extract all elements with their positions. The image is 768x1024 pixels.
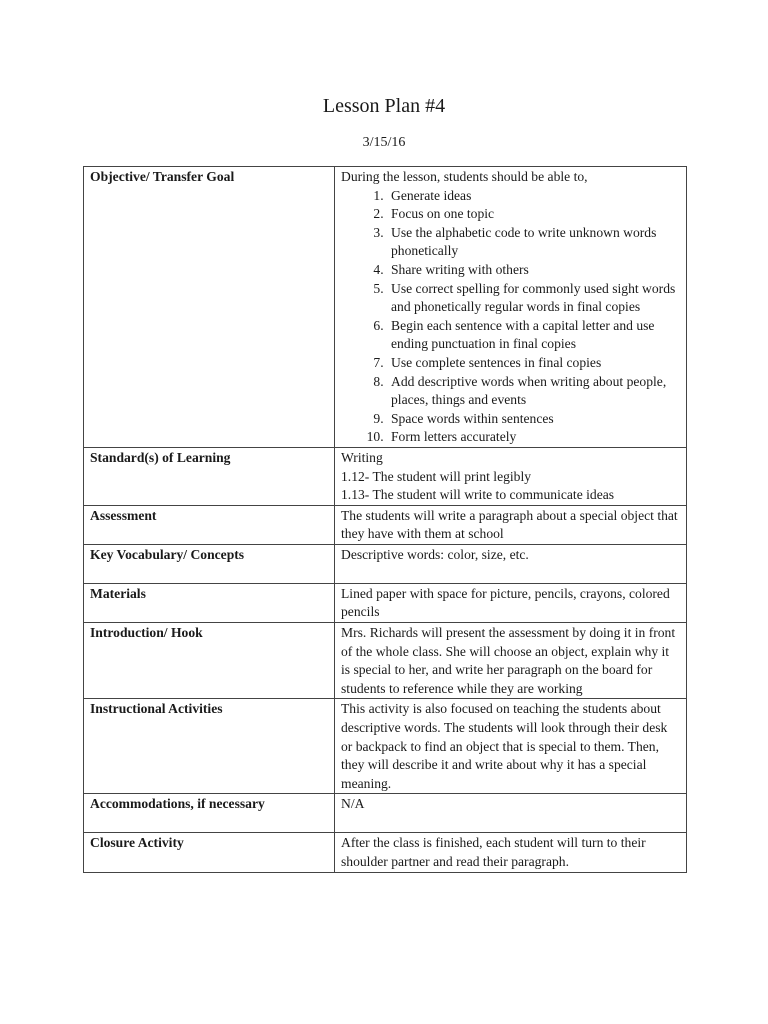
list-item: 7. Use complete sentences in final copies (387, 354, 680, 373)
table-row-introduction (84, 623, 687, 699)
standards-line: 1.13- The student will write to communicate ideas (341, 487, 615, 503)
row-value: Lined paper with space for picture, pencils, crayons, colored pencils (335, 583, 687, 622)
row-value: After the class is finished, each student will turn to their shoulder partner and read their paragraph. (335, 833, 687, 872)
row-label: Standard(s) of Learning (84, 447, 335, 505)
table-row-instructional (84, 699, 687, 794)
table-row-assessment (84, 505, 687, 544)
row-label: Closure Activity (84, 833, 335, 872)
row-value: This activity is also focused on teaching the students about descriptive words. The students will look through their desk or backpack to find an object that is special to them. Then, they will describe it and write about why it has a special meaning. (335, 699, 687, 794)
row-label: Accommodations, if necessary (84, 794, 335, 833)
list-item: 5. Use correct spelling for commonly used sight words and phonetically regular words in final copies (387, 280, 680, 317)
table-row-standards (84, 447, 687, 505)
objective-intro: During the lesson, students should be able to, (341, 169, 588, 184)
list-item: 9. Space words within sentences (387, 410, 680, 429)
table-row-vocabulary (84, 544, 687, 583)
list-item: 2. Focus on one topic (387, 205, 680, 224)
standards-line: 1.12- The student will print legibly (341, 468, 532, 484)
row-value: Mrs. Richards will present the assessment by doing it in front of the whole class. She will choose an object, explain why it is special to her, and write her paragraph on the board for students to reference while they are working (335, 623, 687, 699)
row-label: Instructional Activities (84, 699, 335, 794)
list-item: 4. Share writing with others (387, 261, 680, 280)
table-row-objective (84, 167, 687, 448)
lesson-plan-table (83, 166, 687, 873)
row-label: Materials (84, 583, 335, 622)
list-item: 6. Begin each sentence with a capital letter and use ending punctuation in final copies (387, 317, 680, 354)
row-value: N/A (335, 794, 687, 833)
list-item: 3. Use the alphabetic code to write unknown words phonetically (387, 224, 680, 261)
table-row-materials (84, 583, 687, 622)
row-value: The students will write a paragraph about a special object that they have with them at school (335, 505, 687, 544)
table-row-accommodations (84, 794, 687, 833)
page-title: Lesson Plan #4 (322, 95, 446, 117)
row-label: Key Vocabulary/ Concepts (84, 544, 335, 583)
standards-line: Writing (341, 449, 383, 465)
row-label: Objective/ Transfer Goal (84, 167, 335, 448)
list-item: 8. Add descriptive words when writing about people, places, things and events (387, 373, 680, 410)
list-item: 10. Form letters accurately (387, 428, 680, 447)
row-label: Assessment (84, 505, 335, 544)
list-item: 1. Generate ideas (387, 187, 680, 206)
row-value: Descriptive words: color, size, etc. (335, 544, 687, 583)
row-value (335, 447, 687, 505)
table-row-closure (84, 833, 687, 872)
row-value (335, 167, 687, 448)
row-label: Introduction/ Hook (84, 623, 335, 699)
lesson-date: 3/15/16 (362, 135, 406, 150)
objective-list (341, 187, 680, 447)
